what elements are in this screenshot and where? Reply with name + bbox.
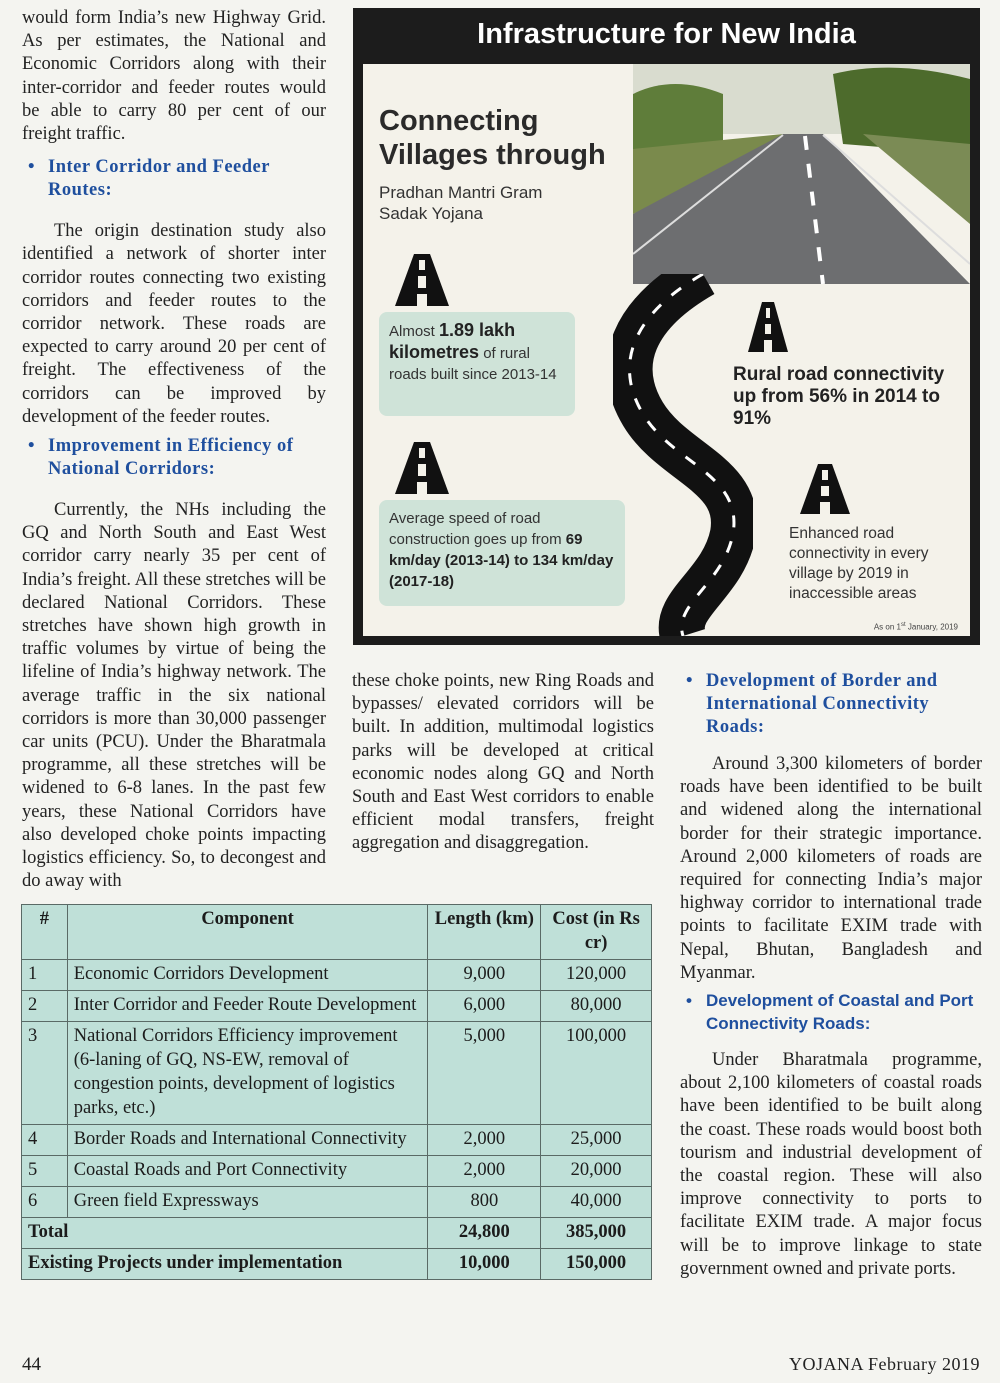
cell-length: 5,000 [428,1022,541,1125]
date-sup: st [900,622,906,629]
road-icon [393,438,451,496]
header-length: Length (km) [428,905,541,960]
heading-text: Inter Corridor and Feeder Routes: [48,157,270,201]
cell-existing-length: 10,000 [428,1249,541,1280]
bharatmala-components-table [21,904,652,1280]
cell-cost: 25,000 [541,1125,652,1156]
cell-length: 800 [428,1187,541,1218]
road-photo [633,64,970,284]
table-row [22,1022,652,1125]
paragraph-choke-points: these choke points, new Ring Roads and bypasses/ elevated corridors will be built. In addition, multimodal logistics parks will be developed at critical economic nodes along GQ and North South and East West corridors to enable efficient modal transfers, freight aggregation and disaggregation. [352,671,654,854]
road-icon [799,462,851,516]
cell-index: 4 [22,1125,68,1156]
cell-cost: 100,000 [541,1022,652,1125]
table-header-row [22,905,652,960]
infographic-subtitle [379,182,542,224]
cell-cost: 120,000 [541,960,652,991]
cell-component: Coastal Roads and Port Connectivity [67,1156,428,1187]
cell-index: 2 [22,991,68,1022]
paragraph-efficiency: Currently, the NHs including the GQ and North South and East West corridor carry nearly 35 per cent of India’s freight. All these stretches will be declared National Corridors. These stretches have shown high growth in traffic volumes by virtue of being the lifeline of India’s highway network. The average traffic in the six national corridors is more than 30,000 passenger car units (PCU). Under the Bharatmala programme, all these stretches will be widened to 6-8 lanes. In the past few years, these National Corridors have also developed choke points impacting logistics efficiency. So, to decongest and do away with [22,500,326,892]
cell-total-label: Total [22,1218,428,1249]
header-index: # [22,905,68,960]
infographic-title: Infrastructure for New India [477,18,856,50]
heading-text: Improvement in Efficiency of National Corridors: [48,436,294,480]
subtitle-line: Sadak Yojana [379,204,483,223]
cell-total-length: 24,800 [428,1218,541,1249]
header-cost: Cost (in Rs cr) [541,905,652,960]
winding-road-graphic [613,274,753,636]
heading-line: Villages through [379,139,606,171]
subtitle-line: Pradhan Mantri Gram [379,183,543,202]
cell-length: 2,000 [428,1156,541,1187]
box-text: Average speed of road construction goes up from [389,510,566,548]
cell-index: 6 [22,1187,68,1218]
infographic-heading [379,104,606,172]
heading-inter-corridor: • Inter Corridor and Feeder Routes: [22,156,326,202]
box-highlight: 1.89 lakh kilometres [389,320,516,362]
cell-component: National Corridors Efficiency improvement (6-laning of GQ, NS-EW, removal of congestion points, development of logistics parks, etc.) [67,1022,428,1125]
cell-index: 1 [22,960,68,991]
heading-line: Connecting [379,105,539,137]
paragraph-border-roads: Around 3,300 kilometers of border roads have been identified to be built and widened along the international border for their strategic importance. Around 2,000 kilometers of roads are required for connecting India’s major highway corridor to international trade points to facilitate EXIM trade with Nepal, Bhutan, Bangladesh and Myanmar. [680,754,982,983]
table-row [22,960,652,991]
cell-component: Border Roads and International Connectivity [67,1125,428,1156]
table-row [22,1125,652,1156]
cell-existing-cost: 150,000 [541,1249,652,1280]
date-text: January, 2019 [905,623,958,632]
left-column [22,7,326,894]
intro-paragraph: would form India’s new Highway Grid. As per estimates, the National and Economic Corridors along with their inter-corridor and feeder routes would be able to carry 80 per cent of our freight traffic. [22,8,326,145]
cell-component: Economic Corridors Development [67,960,428,991]
rural-roads-box [379,312,575,416]
cell-component: Green field Expressways [67,1187,428,1218]
rural-connectivity-text: Rural road connectivity up from 56% in 2014 to 91% [733,364,945,429]
heading-efficiency: • Improvement in Efficiency of National Corridors: [22,435,326,481]
table-row [22,991,652,1022]
heading-text: Development of Border and International Connectivity Roads: [706,671,938,737]
heading-border-roads: • Development of Border and International Connectivity Roads: [680,670,982,739]
table-row [22,1156,652,1187]
road-icon [747,300,789,354]
heading-text: Development of Coastal and Port Connectivity Roads: [706,991,974,1034]
road-icon [393,250,451,308]
table-existing-row [22,1249,652,1280]
cell-existing-label: Existing Projects under implementation [22,1249,428,1280]
infographic [353,8,980,645]
cell-cost: 40,000 [541,1187,652,1218]
paragraph-coastal-roads: Under Bharatmala programme, about 2,100 kilometers of coastal roads have been identified to be built along the coast. These roads would boost both tourism and industrial development of the coastal region. These will also improve connectivity to ports to facilitate EXIM trade. A major focus will be to improve linkage to state government owned and private ports. [680,1050,982,1279]
cell-component: Inter Corridor and Feeder Route Development [67,991,428,1022]
cell-length: 6,000 [428,991,541,1022]
paragraph-inter-corridor: The origin destination study also identified a network of shorter inter corridor routes connecting two existing corridors and feeder routes to the corridor network. These roads are expected to carry around 20 per cent of freight. The effectiveness of the corridors can be improved by development of the feeder routes. [22,221,326,427]
cell-cost: 20,000 [541,1156,652,1187]
table-row [22,1187,652,1218]
cell-total-cost: 385,000 [541,1218,652,1249]
enhanced-connectivity-text: Enhanced road connectivity in every village by 2019 in inaccessible areas [789,525,929,602]
box-highlight: 69 km/day (2013-14) to 134 km/day (2017-18) [389,531,614,590]
cell-length: 2,000 [428,1125,541,1156]
table-total-row [22,1218,652,1249]
cell-index: 5 [22,1156,68,1187]
publication-footer: YOJANA February 2019 [789,1354,980,1374]
header-component: Component [67,905,428,960]
infographic-body [363,64,970,636]
date-text: As on 1 [873,623,901,632]
speed-box [379,500,625,606]
middle-column [352,670,654,856]
page-number: 44 [22,1354,41,1375]
heading-coastal-roads: • Development of Coastal and Port Connectivity Roads: [680,989,982,1035]
cell-length: 9,000 [428,960,541,991]
right-column [680,670,982,1281]
cell-cost: 80,000 [541,991,652,1022]
box-text: of rural roads built since 2013-14 [389,345,557,383]
as-on-date [874,622,958,632]
cell-index: 3 [22,1022,68,1125]
box-text: Almost [389,323,440,340]
